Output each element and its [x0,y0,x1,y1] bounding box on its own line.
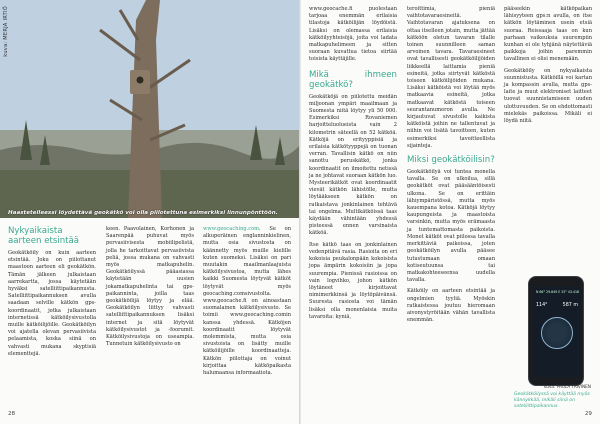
tree-illustration [0,0,299,218]
photo-caption: Geokätköilyssä voi käyttää myös kännykkää, mikäli siinä on satelliittipaikannus. [514,392,590,409]
tree-photo [0,0,299,218]
body-text: keen. Paavolainen, Korhonen ja Saarenpää puhuvat myös pervasiivisesta mobiilipelistä, jolla he tarkoittavat pervasiivista peliä, jossa mukana on vahvasti myös matkapuhelin. Geokätköilyssä pääasiassa käytetään uusien jokamatkapuhelinta tai gps-paikanninta, joilla taas geokätköilijä löytyy ja elää. Geokätköilyn liittyy vahvasti satelliittipaikannuksen lisäksi internet ja sitä löytyvät kätköilysivustot ja -foorumit. Kätköilysivustoja on useampia. Tunnetuin kätköilysivusto on [106,226,194,348]
section-heading: Miksi geokätköilisin? [407,155,495,166]
bearing-readout: 114° [536,303,548,308]
site-link[interactable]: www.geocaching.com [203,226,259,232]
right-column-1 [309,6,397,321]
page-number: 28 [8,411,16,417]
photo-credit: kuva: PAULA TÄIVINEN [544,384,591,389]
body-text: Itse kätkö taas on jonkinlainen vedenpitävä rasia. Rasioita on eri kokoisia peukalonpään kokoisista jopa ämpärin kokoisiin ja jopa suurempia. Pienissä rasioissa on vain logvihko, johon kätkön löytäneet kirjoittavat nimimerkkinsä ja löytöpäivänsä. Suuresta rasiosta voi tämän lisäksi olla monenlaisia muita tavaroita: kyniä, [309,241,397,320]
body-text: teroittimia, pieniä vaihtotavaraesineitä. Vaihtotavaran ajatuksena on ottaa itselleen jotain, mutta jättää kätköön oletun tavaran tilalle toinen suunnilleen saman arvoinen tavara. Tavaraesineet ovat tavallisesti geokätköilijöiden liikkeellä laittamia pieniä esineitä, jotka siirtyvät kätköstä toiseen kätköilijöiden mukana. Lisäksi kätköistä voi löytää myös matkaavia esineitä, jotka matkaavat kätköstä toiseen seurantanumeron avulla. Ne kirjautuvat sivustolle kaikista kätköistä joihin ne tallentuvat ja niihin voi lisätä tavoitteen, kuten esimerkiksi tavoitteellista sijainteja. [407,6,495,149]
page-number: 29 [584,411,592,417]
compass-icon [541,317,573,349]
photo-credit: kuva: MERJA IRTIÖ [3,6,9,57]
body-text: Geokätköily on nykyaikaista suunnistusta. Kätköillä voi kartan ja kompassin avulla, mutta gps-laite ja muut elektroniset laitteet tuovat suunnistamiseen uuden ulottuvuuden. Se on ehdottomasti mielekäs paikoissa. Mikäli ei löydä niitä. [504,67,592,125]
photo-caption: Haastetelleessi löydettävä geokätkö voi olla piilotettuna esimerkiksi linnunpönttöön. [8,210,278,216]
left-page [0,0,299,424]
left-column-1 [8,226,96,358]
body-text: Geokätköilyä voi tuntea monella tavalla. Se on ulkoilua, sillä geokätköt ovat pääsääntöisesti ulkona. Se on erittäin lähiympäristössä, mutta myös kauempana kotoa. Kätköjä löytyy kaupungeista ja maastoista varsinkin, mutta myös erämaasta ja tuntemattomasta paikoista. Monet kätköt ovat piilossa tavalla merkittäviä paikoissa, joten geokätköilyn avulla pääsee tutustumaan omaan kotiseutuunsa tai matkakohteeseensa uudella tavalla. [407,169,495,284]
gps-coordinates: N 66° 29.849 E 25° 43.418 [536,290,580,294]
section-heading: Mikä ihmeen geokätkö? [309,69,397,90]
left-column-3 [203,226,291,377]
right-column-2 [407,6,495,324]
distance-readout: 587 m [562,303,578,308]
body-text: pääseekin kätköpaikan lähisyyteen gps:n avulla, on itse kätkön löytäminen usein etsiä suoraa. Reissaaja taas on kun parhaan vaikeuksia suurempiin kunhan ei ole tyhjänä näytettäviä paikkoja joihin paremmin tavallinen ei olisi menemään. [504,6,592,63]
section-heading: Nykyaikaista aarteen etsintää [8,226,80,246]
body-text: www.geocache.fi puolestaan tarjoaa enemmän erilaisia tilastoja kätköilijän löydöistä. Lisäksi on olemassa erilaisia kätköilyyhteisöjä, joita voi ladata matkapuhelimeen ja sitten suoraan kuvattua tietoa siirtää toisista käyttäjille. [309,6,397,63]
phone-screen [533,287,581,377]
smartphone-photo [528,276,584,386]
body-text: www.geocaching.com. Se on alkuperäinen englanninkielinen, mutta osia sivustosta on käännetty myös muille kielille kuten suomeksi. Lisäksi on pari muutakin maailmanlaajuista kätköilysivustoa, mutta lähes kaikki Suomesta löytyvät kätköt löytyvät myös geocaching.comsivustolta. www.geocache.fi on ainoastaan suomalainen kätköilysivusto. Se toimii www.geocaching.comin kanssa yhdessä. Kätköjen koordinaatit löytyvät molemmista, mutta osia sivustoista on lisätty muille kätköilijöille koordinaatteja. Kätkön piilottaja on voinut kirjoittaa kätköpaikasta halumaansa informaatiota. [203,226,291,377]
right-column-3 [504,6,592,125]
left-column-2 [106,226,194,348]
body-text: Geokätköjä on piilotettu meidän miljoonan ympäri maailmaan ja Suomesta niitä löytyy yli 50 000. Esimerkiksi Rovaniemen harjoitteluolueista vain 2 kilometrin säteellä on 52 kätköä. Kätköjä on erityyppisiä ja erilaisia kätkötyyppejä on tuonan verran. Tavallisin kätkö on niin sanottu peruskätkö, jonka koordinaatit on ilmoitettu netissä ja ne johtavat suoraan kätkön luo. Mysteerikätköt ovat koordinaatit vievät kätkön lähistölle, mutta löytääkseen kätkön on ratkaistava jonkinlainen tehtävä tai ongelma. Multikätköissä taas käydään vähintään yhdessä pisteessä ennen varsinaista kätköä. [309,93,397,237]
body-text: Geokätköily on kuin aarteen etsintää. Joku on piilottanut maastoon aarteen eli geokätkön. Tämän jälkeen julkaistaan aarrekartta, jossa käytetään hyväksi satelliittipaikannusta. Satelliittipaikannuksen avulla saadaan selville kätkön gps-koordinaatit, jotka julkaistaan internetissä kätköilysivustolla muille kätköilijöille. Geokätköilyn voi ajatella olevan pervasiivista pelaamista, koska siinä on vahvasti mukana skyptisiä elementtejä. [8,250,96,357]
body-text: Kätköily on aarteen etsintää ja ongelmien tyyliä. Myöskin ratkaistessa joutuu hieromaan aivonystyröitään vähän tavallista enemmän. [407,288,495,324]
